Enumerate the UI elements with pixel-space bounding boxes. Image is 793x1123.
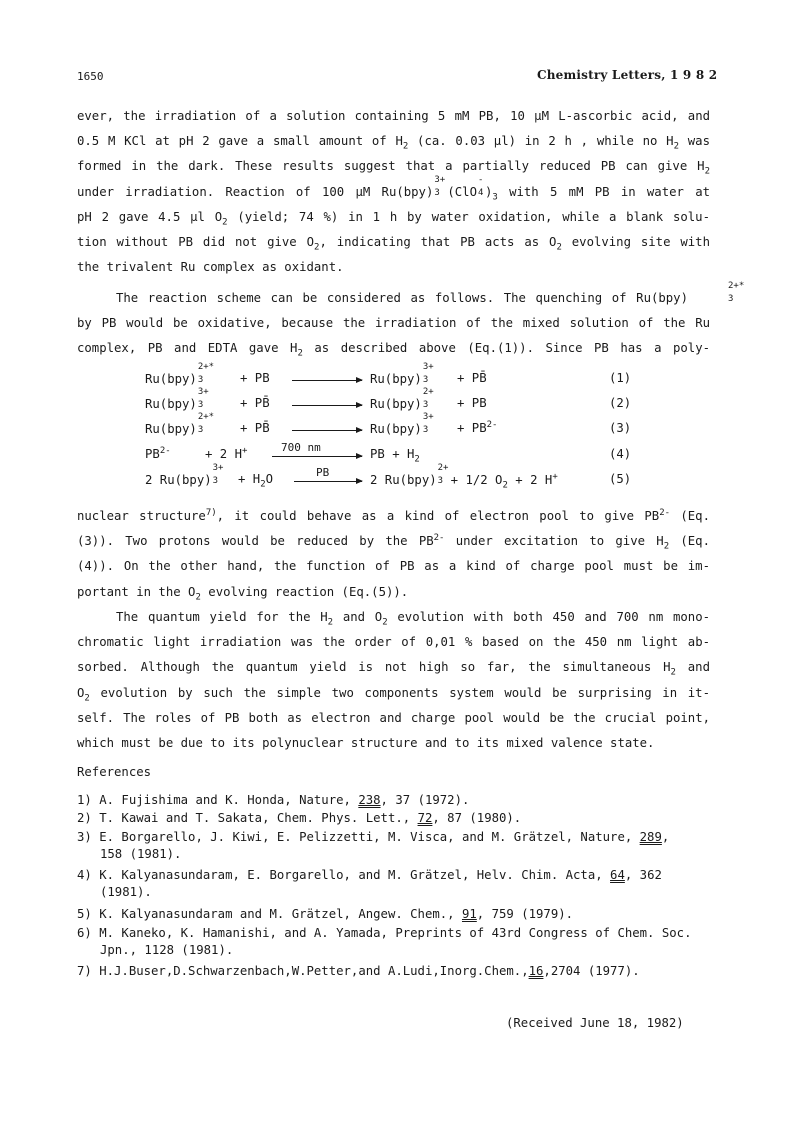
paragraph-1 bbox=[77, 104, 710, 280]
reaction-arrow bbox=[292, 405, 362, 406]
text-line: tion without PB did not give $O_2$, indicating that PB acts as $O_2$ evolving site with bbox=[77, 234, 710, 253]
references-heading: References bbox=[77, 765, 152, 779]
text-line: complex, PB and EDTA gave $H_2$ as described above (Eq.(1)). Since PB has a poly- bbox=[77, 341, 711, 359]
equation-1-product-2: + PB̄ bbox=[457, 371, 487, 385]
equation-5-number: (5) bbox=[609, 472, 632, 486]
equation-1-reactant: + PB bbox=[240, 371, 270, 385]
received-date: (Received June 18, 1982) bbox=[506, 1016, 684, 1030]
equation-5-reactant: + $H_2O$ bbox=[238, 472, 274, 490]
text-line: self. The roles of PB both as electron and charge pool would be the crucial point, bbox=[77, 710, 710, 725]
arrow-label-700nm: 700 nm bbox=[281, 441, 321, 454]
reference-3: 3) E. Borgarello, J. Kiwi, E. Pelizzetti, M. Visca, and M. Grätzel, Nature, 289, 158 (1981). bbox=[77, 830, 670, 861]
paragraph-3 bbox=[77, 504, 710, 605]
paragraph-2 bbox=[77, 281, 745, 362]
text-line: (4)). On the other hand, the function of PB as a kind of charge pool must be im- bbox=[77, 559, 710, 574]
reaction-arrow bbox=[292, 430, 362, 431]
equation-2-product-2: + PB bbox=[457, 396, 487, 410]
reaction-arrow bbox=[294, 481, 362, 482]
equation-3-lhs: Ru(bpy) 2+* 3 bbox=[145, 412, 215, 436]
text-line: sorbed. Although the quantum yield is not high so far, the simultaneous $H_2$ and bbox=[77, 660, 710, 678]
equation-4-lhs: $PB^{2-}$ bbox=[145, 445, 171, 461]
text-line: pH 2 gave 4.5 μl $O_2$ (yield; 74 %) in 1 h by water oxidation, while a blank solu- bbox=[77, 209, 710, 228]
arrow-label-pb: PB bbox=[316, 466, 330, 479]
equation-5-product: 2 Ru(bpy) 2+ 3 + 1/2 $O_2 + 2$ H+ bbox=[370, 463, 558, 491]
text-line: chromatic light irradiation was the order of 0,01 % based on the 450 nm light ab- bbox=[77, 635, 710, 650]
text-line: $O_2$ evolution by such the simple two components system would be surprising in it- bbox=[77, 685, 710, 704]
equation-3-product: Ru(bpy) 3+ 3 bbox=[370, 412, 434, 436]
equation-3-reactant: + PB̄ bbox=[240, 421, 270, 435]
text-line: 0.5 M KCl at pH 2 gave a small amount of $H_2$ (ca. 0.03 μl) in 2 h , while no $H_2$ was bbox=[77, 134, 710, 152]
text-line: nuclear structure$^{7)}$, it could behave as a kind of electron pool to give $PB^{2-}$ (Eq. bbox=[77, 507, 710, 523]
equation-3-number: (3) bbox=[609, 421, 632, 435]
paragraph-4 bbox=[77, 605, 710, 756]
equation-4-reactant: + 2 H+ bbox=[205, 445, 248, 461]
equation-3-product-2: + $PB^{2-}$ bbox=[457, 419, 498, 435]
text-line: under irradiation. Reaction of 100 μM Ru(bpy) 3+ 3 (ClO - 4 )$_3$ with 5 mM PB in water at bbox=[77, 174, 710, 203]
text-line: The quantum yield for the $H_2$ and $O_2$ evolution with both 450 and 700 nm mono- bbox=[116, 610, 711, 628]
equation-1-lhs: Ru(bpy) 2+* 3 bbox=[145, 362, 215, 386]
text-line: (3)). Two protons would be reduced by the $PB^{2-}$ under excitation to give $H_2$ (Eq. bbox=[77, 533, 710, 552]
text-line: The reaction scheme can be considered as follows. The quenching of Ru(bpy) 2+* 3 bbox=[116, 281, 745, 305]
text-line: by PB would be oxidative, because the irradiation of the mixed solution of the Ru bbox=[77, 316, 710, 331]
text-line: portant in the $O_2$ evolving reaction (Eq.(5)). bbox=[77, 584, 409, 603]
equation-1-product: Ru(bpy) 3+ 3 bbox=[370, 362, 434, 386]
equation-4-product: PB + $H_2$ bbox=[370, 447, 420, 465]
text-line: formed in the dark. These results suggest that a partially reduced PB can give $H_2$ bbox=[77, 159, 710, 177]
reference-4: 4) K. Kalyanasundaram, E. Borgarello, and M. Grätzel, Helv. Chim. Acta, 64, 362 (1981). bbox=[77, 868, 662, 899]
text-line: ever, the irradiation of a solution containing 5 mM PB, 10 μM L-ascorbic acid, and bbox=[77, 109, 710, 123]
journal-header: Chemistry Letters, 1 9 8 2 bbox=[537, 68, 718, 82]
text-line: which must be due to its polynuclear structure and to its mixed valence state. bbox=[77, 735, 655, 750]
text-line: the trivalent Ru complex as oxidant. bbox=[77, 260, 344, 275]
equation-2-lhs: Ru(bpy) 3+ 3 bbox=[145, 387, 209, 411]
reference-2: 2) T. Kawai and T. Sakata, Chem. Phys. Lett., 72, 87 (1980). bbox=[77, 811, 522, 825]
reaction-arrow bbox=[272, 456, 362, 457]
equation-5-lhs: 2 Ru(bpy) 3+ 3 bbox=[145, 463, 224, 487]
equation-1-number: (1) bbox=[609, 371, 632, 385]
reference-5: 5) K. Kalyanasundaram and M. Grätzel, Angew. Chem., 91, 759 (1979). bbox=[77, 907, 574, 921]
reference-7: 7) H.J.Buser,D.Schwarzenbach,W.Petter,and A.Ludi,Inorg.Chem.,16,2704 (1977). bbox=[77, 964, 640, 978]
reaction-arrow bbox=[292, 380, 362, 381]
page-number: 1650 bbox=[77, 70, 104, 83]
equation-2-reactant: + PB̄ bbox=[240, 396, 270, 410]
equation-2-number: (2) bbox=[609, 396, 632, 410]
reference-6: 6) M. Kaneko, K. Hamanishi, and A. Yamada, Preprints of 43rd Congress of Chem. Soc. Jpn., 1128 (1981). bbox=[77, 926, 692, 957]
equation-2-product: Ru(bpy) 2+ 3 bbox=[370, 387, 434, 411]
equation-4-number: (4) bbox=[609, 447, 632, 461]
reference-1: 1) A. Fujishima and K. Honda, Nature, 238, 37 (1972). bbox=[77, 793, 470, 807]
